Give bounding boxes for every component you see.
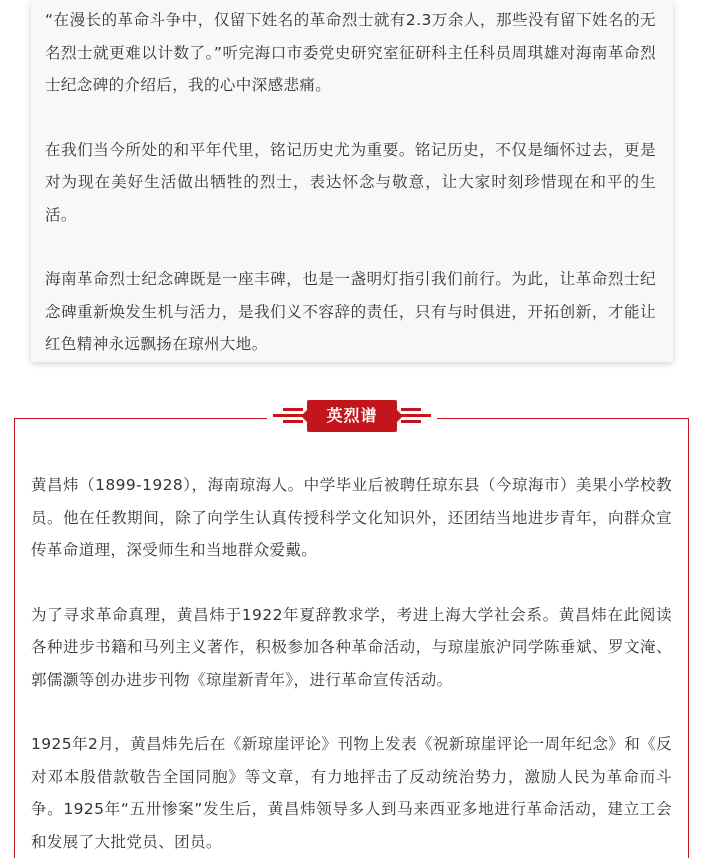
intro-paragraph-1: “在漫长的革命斗争中，仅留下姓名的革命烈士就有2.3万余人，那些没有留下姓名的无名烈士就更难以计数了。”听完海口市委党史研究室征研科主任科员周琪雄对海南革命烈士纪念碑的介绍后，我的心中深感悲痛。 (45, 11, 656, 94)
intro-card (31, 0, 673, 362)
section-title-banner (267, 400, 437, 432)
decorative-lines-left-icon (273, 408, 303, 424)
heroes-section (14, 418, 689, 858)
intro-paragraph-3: 海南革命烈士纪念碑既是一座丰碑，也是一盏明灯指引我们前行。为此，让革命烈士纪念碑重新焕发生机与活力，是我们义不容辞的责任，只有与时俱进，开拓创新，才能让红色精神永远飘扬在琼州大地。 (45, 270, 656, 353)
section-title: 英烈谱 (307, 400, 397, 432)
section-paragraph-1: 黄昌炜（1899-1928），海南琼海人。中学毕业后被聘任琼东县（今琼海市）美果小学校教员。他在任教期间，除了向学生认真传授科学文化知识外，还团结当地进步青年，向群众宣传革命道理，深受师生和当地群众爱戴。 (31, 476, 672, 559)
decorative-lines-right-icon (401, 408, 431, 424)
intro-paragraph-2: 在我们当今所处的和平年代里，铭记历史尤为重要。铭记历史，不仅是缅怀过去，更是对为现在美好生活做出牺牲的烈士，表达怀念与敬意，让大家时刻珍惜现在和平的生活。 (45, 140, 656, 224)
section-paragraph-3: 1925年2月，黄昌炜先后在《新琼崖评论》刊物上发表《祝新琼崖评论一周年纪念》和《反对邓本殷借款敬告全国同胞》等文章，有力地抨击了反动统治势力，激励人民为革命而斗争。1925年“五卅惨案”发生后，黄昌炜领导多人到马来西亚多地进行革命活动，建立工会和发展了大批党员、团员。 (31, 735, 672, 851)
section-paragraph-2: 为了寻求革命真理，黄昌炜于1922年夏辞教求学，考进上海大学社会系。黄昌炜在此阅读各种进步书籍和马列主义著作，积极参加各种革命活动，与琼崖旅沪同学陈垂斌、罗文淹、郭儒灏等创办进步刊物《琼崖新青年》，进行革命宣传活动。 (31, 605, 672, 689)
